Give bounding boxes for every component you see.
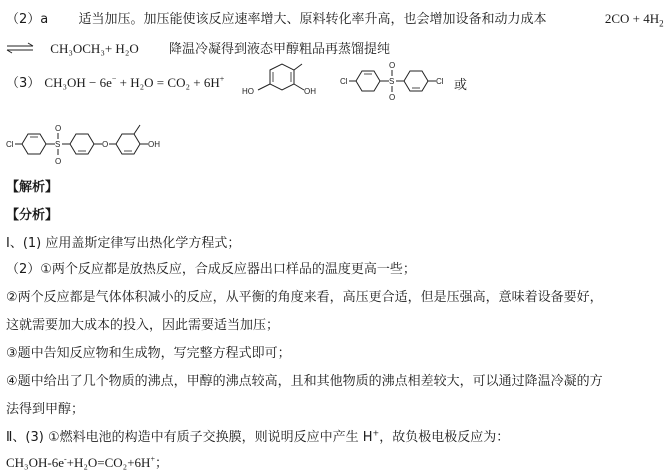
svg-text:OH: OH [304, 87, 316, 96]
analysis-p5b: 法得到甲醇； [6, 402, 85, 417]
equation-right: CH₃OCH₃+ H₂O [50, 41, 139, 56]
molecule-sulfone-ether [6, 122, 182, 166]
analysis-p2: （2）①两个反应都是放热反应，合成反应器出口样品的温度更高一些； [6, 262, 416, 277]
svg-text:OH: OH [148, 140, 160, 149]
analysis-p3b: 这就需要加大成本的投入，因此需要适当加压； [6, 318, 280, 333]
section-fenxi: 【分析】 [6, 208, 59, 223]
equilibrium-arrow-icon [6, 42, 34, 58]
analysis-p4: ③题中告知反应物和生成物，写完整方程式即可； [6, 346, 291, 361]
svg-text:HO: HO [242, 87, 254, 96]
svg-text:O: O [55, 157, 62, 166]
svg-text:Cl: Cl [6, 140, 14, 149]
analysis-p5a: ④题中给出了几个物质的沸点，甲醇的沸点较高，且和其他物质的沸点相差较大，可以通过降温冷凝的方 [6, 374, 603, 389]
svg-text:O: O [102, 140, 109, 149]
answer-number: （2）a [6, 12, 49, 27]
svg-text:Cl: Cl [340, 77, 348, 86]
svg-text:Cl: Cl [436, 77, 444, 86]
answer-line-1 [6, 8, 664, 29]
analysis-p3a: ②两个反应都是气体体积减小的反应，从平衡的角度来看，高压更合适，但是压强高，意味着设备要好， [6, 290, 603, 305]
svg-text:S: S [389, 77, 395, 86]
section-jiexi: 【解析】 [6, 180, 59, 195]
svg-text:O: O [389, 61, 396, 70]
equation-left: $2CO + 4H_2$ [604, 11, 664, 29]
electrode-equation: CH₃OH − 6e− + H₂O = CO₂ + 6H+ [44, 74, 225, 90]
svg-text:O: O [389, 93, 396, 102]
answer-text-2: 降温冷凝得到液态甲醇粗品再蒸馏提纯 [169, 42, 391, 57]
analysis-p1: Ⅰ、(1) 应用盖斯定律写出热化学方程式； [6, 236, 241, 251]
svg-text:O: O [55, 124, 62, 133]
answer-number-3: （3） [6, 76, 41, 91]
analysis-p6: Ⅱ、(3) ①燃料电池的构造中有质子交换膜，则说明反应中产生 H+，故负极电极反应为： [6, 428, 510, 445]
answer-line-2 [6, 38, 390, 58]
or-text: 或 [454, 78, 468, 93]
analysis-p7-equation: CH₃OH-6e-+H₂O=CO₂+6H+； [6, 454, 168, 470]
molecule-dichlorodiphenyl-sulfone [340, 60, 450, 102]
molecule-methyl-hydroquinone [240, 60, 320, 102]
answer-text: 适当加压。加压能使该反应速率增大、原料转化率升高，也会增加设备和动力成本 [78, 12, 547, 27]
answer-line-3 [6, 72, 224, 91]
svg-text:S: S [55, 140, 61, 149]
